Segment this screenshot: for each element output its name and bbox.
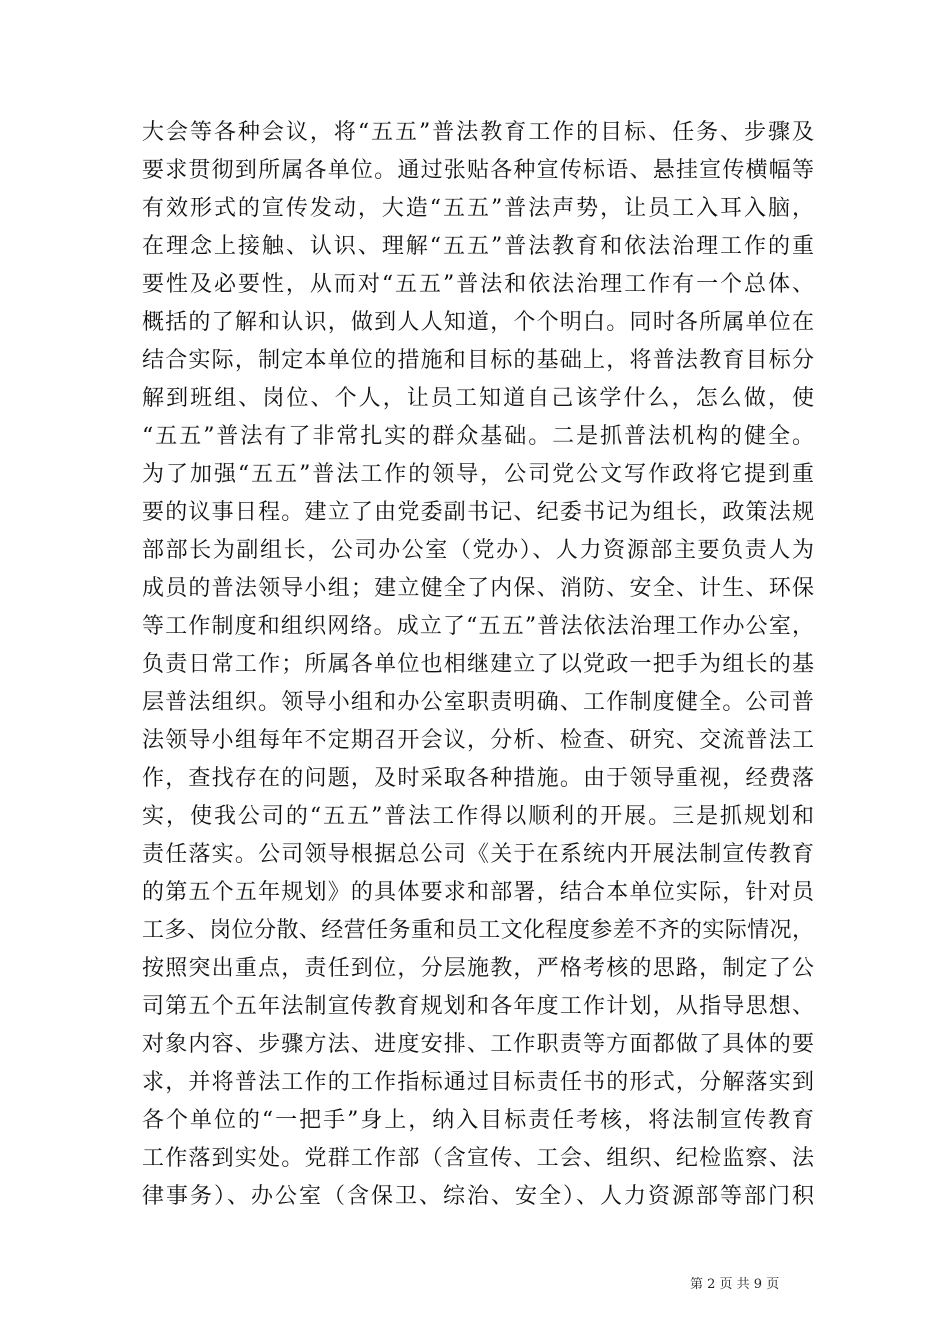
text-line: 对象内容、步骤方法、进度安排、工作职责等方面都做了具体的要: [142, 1032, 814, 1057]
text-line: 负责日常工作；所属各单位也相继建立了以党政一把手为组长的基: [142, 652, 814, 677]
text-line: 为了加强“五五”普法工作的领导，公司党公文写作政将它提到重: [142, 462, 814, 487]
text-line: 按照突出重点，责任到位，分层施教，严格考核的思路，制定了公: [142, 956, 814, 981]
text-line: 的第五个五年规划》的具体要求和部署，结合本单位实际，针对员: [142, 880, 814, 905]
text-line: 解到班组、岗位、个人，让员工知道自己该学什么，怎么做，使: [142, 386, 814, 411]
text-line: 各个单位的“一把手”身上，纳入目标责任考核，将法制宣传教育: [142, 1108, 814, 1133]
page-number: 第 2 页 共 9 页: [690, 1277, 780, 1292]
text-line: “五五”普法有了非常扎实的群众基础。二是抓普法机构的健全。: [142, 424, 814, 449]
text-line: 责任落实。公司领导根据总公司《关于在系统内开展法制宣传教育: [142, 842, 814, 867]
text-line: 概括的了解和认识，做到人人知道，个个明白。同时各所属单位在: [142, 310, 814, 335]
text-line: 工多、岗位分散、经营任务重和员工文化程度参差不齐的实际情况，: [142, 918, 814, 943]
text-line: 律事务）、办公室（含保卫、综治、安全）、人力资源部等部门积: [142, 1184, 814, 1209]
text-line: 层普法组织。领导小组和办公室职责明确、工作制度健全。公司普: [142, 690, 814, 715]
text-line: 结合实际，制定本单位的措施和目标的基础上，将普法教育目标分: [142, 348, 814, 373]
text-line: 大会等各种会议，将“五五”普法教育工作的目标、任务、步骤及: [142, 120, 814, 145]
text-line: 法领导小组每年不定期召开会议，分析、检查、研究、交流普法工: [142, 728, 814, 753]
text-line: 要求贯彻到所属各单位。通过张贴各种宣传标语、悬挂宣传横幅等: [142, 158, 814, 183]
text-line: 作，查找存在的问题，及时采取各种措施。由于领导重视，经费落: [142, 766, 814, 791]
text-line: 有效形式的宣传发动，大造“五五”普法声势，让员工入耳入脑，: [142, 196, 814, 221]
text-line: 工作落到实处。党群工作部（含宣传、工会、组织、纪检监察、法: [142, 1146, 814, 1171]
text-line: 司第五个五年法制宣传教育规划和各年度工作计划，从指导思想、: [142, 994, 814, 1019]
text-line: 要的议事日程。建立了由党委副书记、纪委书记为组长，政策法规: [142, 500, 814, 525]
text-line: 等工作制度和组织网络。成立了“五五”普法依法治理工作办公室，: [142, 614, 814, 639]
text-line: 部部长为副组长，公司办公室（党办）、人力资源部主要负责人为: [142, 538, 814, 563]
body-paragraph: [142, 114, 814, 1216]
text-line: 成员的普法领导小组；建立健全了内保、消防、安全、计生、环保: [142, 576, 814, 601]
text-line: 在理念上接触、认识、理解“五五”普法教育和依法治理工作的重: [142, 234, 814, 259]
text-line: 要性及必要性，从而对“五五”普法和依法治理工作有一个总体、: [142, 272, 814, 297]
text-line: 求，并将普法工作的工作指标通过目标责任书的形式，分解落实到: [142, 1070, 814, 1095]
text-line: 实，使我公司的“五五”普法工作得以顺利的开展。三是抓规划和: [142, 804, 814, 829]
